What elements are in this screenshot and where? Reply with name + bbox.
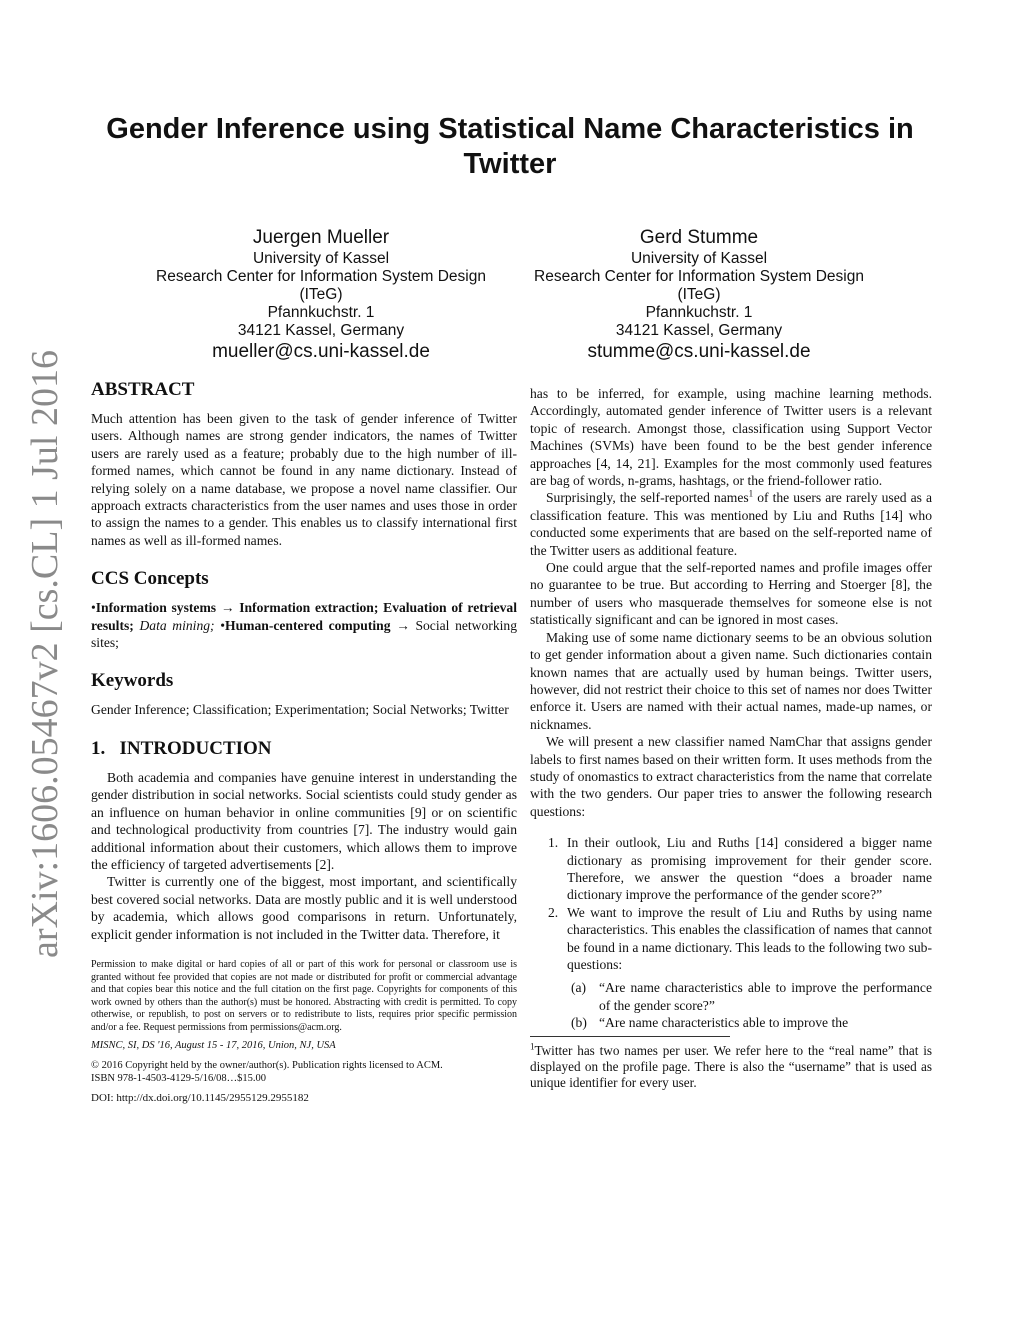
author-affiliation: University of Kassel [252, 250, 390, 267]
title-line-2: Twitter [463, 148, 557, 180]
footnote [530, 1043, 932, 1091]
footnote-mark: 1 [530, 1041, 535, 1052]
conference-line: MISNC, SI, DS '16, August 15 - 17, 2016, Union, NJ, USA [91, 1039, 336, 1051]
intro-paragraph-2: Twitter is currently one of the biggest, most important, and scientifically best covered social networks. Data are mostly public and it is well understood by academia, which allows good comparisons in return. Unfortunately, explicit gender information is not included in the Twitter data. Therefore, it [91, 874, 517, 942]
ccs-term: Social networking sites; [91, 617, 517, 651]
list-item [530, 904, 932, 1032]
list-number: 1. [548, 835, 559, 851]
ccs-term: Human-centered computing [225, 617, 391, 633]
list-item [567, 1014, 932, 1031]
ccs-term: Information extraction; Evaluation of retrieval results; [91, 600, 517, 633]
arrow-icon: → [396, 617, 410, 633]
list-number: (a) [571, 980, 587, 996]
right-paragraph-2 [530, 489, 932, 559]
author-block-1 [131, 226, 511, 364]
research-questions [530, 834, 932, 1031]
paragraph-text: of the users are rarely used as a classification feature. This was mentioned by Liu and Ruths [14] who conducted some experiments that are based on the self-reported name of the Twitter users as additional feature. [530, 490, 932, 558]
keywords-heading: Keywords [91, 670, 174, 692]
question-text: “Are name characteristics able to improve the performance of the gender score?” [599, 980, 932, 1013]
author-center-abbr: (ITeG) [299, 286, 343, 303]
permission-notice: Permission to make digital or hard copies of all or part of this work for personal or classroom use is granted without fee provided that copies are not made or distributed for profit or commercial advantage and that copies bear this notice and the full citation on the first page. Copyrights for components of this work owned by others than the author(s) must be honored. Abstracting with credit is permitted. To copy otherwise, or republish, to post on servers or to redistribute to lists, requires prior specific permission and/or a fee. Request permissions from permissions@acm.org. [91, 958, 517, 1033]
list-item [567, 979, 932, 1014]
copyright-block [91, 1059, 517, 1085]
keywords-text: Gender Inference; Classification; Experimentation; Social Networks; Twitter [91, 702, 509, 718]
author-name: Juergen Mueller [252, 227, 390, 248]
author-center: Research Center for Information System Design [156, 268, 486, 285]
paper-title [80, 112, 940, 182]
paragraph-text: Surprisingly, the self-reported names [546, 490, 749, 506]
ccs-term: Information systems [95, 600, 217, 616]
isbn-line: ISBN 978-1-4503-4129-5/16/08…$15.00 [91, 1072, 266, 1084]
abstract-text: Much attention has been given to the task of gender inference of Twitter users. Although names are strong gender indicators, the names of Twitter users are rarely used as a feature; probably due to the high number of ill-formed names, which cannot be found in any name dictionary. Instead of relying solely on a name database, we propose a novel name classifier. Our approach extracts characteristics from the user names and uses those in order to assign the names to a gender. This enables us to classify international first names as well as ill-formed names. [91, 411, 517, 548]
question-text: We want to improve the result of Liu and Ruths by using name characteristics. This enables the classification of names that cannot be found in a name dictionary. This leads to the following two sub-questions: [567, 904, 932, 972]
author-street: Pfannkuchstr. 1 [645, 304, 753, 321]
right-paragraph-1: has to be inferred, for example, using machine learning methods. Accordingly, automated gender inference of Twitter users is a relevant topic of research. Amongst those, classification using Support Vector Machines (SVMs) have been found to be the best gender inference approaches [4, 14, 21]. Examples for the most commonly used features are bag of words, n-grams, hashtags, or the friend-follower ratio. [530, 386, 932, 489]
question-text: In their outlook, Liu and Ruths [14] considered a bigger name dictionary as promising improvement for their gender score. Therefore, we answer the question “does a broader name dictionary improve the performance of the gender score?” [567, 835, 932, 903]
right-paragraph-3: One could argue that the self-reported names and profile images offer no guarantee to be true. But according to Herring and Stoerger [8], the number of users who masquerade themselves for someone else is not statistically significant and can be ignored in most cases. [530, 560, 932, 628]
list-number: 2. [548, 904, 559, 920]
author-city: 34121 Kassel, Germany [615, 322, 783, 339]
title-line-1: Gender Inference using Statistical Name Characteristics in [106, 113, 914, 145]
arxiv-stamp: arXiv:1606.05467v2 [cs.CL] 1 Jul 2016 [24, 350, 66, 958]
right-paragraph-5: We will present a new classifier named NamChar that assigns gender labels to first names based on their written form. It uses methods from the study of onomastics to extract characteristics from the name that correlate with the two genders. Our paper tries to answer the following research questions: [530, 734, 932, 819]
author-affiliation: University of Kassel [630, 250, 768, 267]
author-email[interactable]: mueller@cs.uni-kassel.de [212, 341, 430, 362]
ccs-term: Data mining; [139, 617, 215, 633]
author-center: Research Center for Information System Design [534, 268, 864, 285]
introduction-heading: 1. INTRODUCTION [91, 737, 272, 759]
doi-link[interactable]: DOI: http://dx.doi.org/10.1145/2955129.2955182 [91, 1091, 309, 1104]
question-text: “Are name characteristics able to improve the [599, 1015, 849, 1031]
author-email[interactable]: stumme@cs.uni-kassel.de [587, 341, 811, 362]
author-name: Gerd Stumme [639, 227, 759, 248]
author-block-2 [509, 226, 889, 364]
sub-questions [567, 979, 932, 1031]
arrow-icon: → [220, 600, 235, 616]
left-column [91, 378, 517, 1105]
author-street: Pfannkuchstr. 1 [267, 304, 375, 321]
footnote-divider [530, 1036, 730, 1037]
list-number: (b) [571, 1015, 587, 1031]
right-paragraph-4: Making use of some name dictionary seems to be an obvious solution to get gender information about a given name. Such dictionaries contain known names that are actually used by human beings. Twitter users, however, did not restrict their choice to this set of names nor does Twitter enforce it. Users are named with their actual names, made-up names, or nicknames. [530, 629, 932, 732]
footnote-ref[interactable]: 1 [748, 488, 754, 499]
ccs-text: •Information systems → Information extraction; Evaluation of retrieval results; Data mining; •Human-centered computing → Social networking sites; [91, 600, 517, 651]
author-city: 34121 Kassel, Germany [237, 322, 405, 339]
list-item [530, 834, 932, 904]
abstract-heading: ABSTRACT [91, 379, 195, 400]
footnote-text: Twitter has two names per user. We refer here to the “real name” that is displayed on the profile page. There is also the “username” that is used as unique identifier for every user. [530, 1042, 932, 1090]
copyright-line: © 2016 Copyright held by the owner/author(s). Publication rights licensed to ACM. [91, 1059, 443, 1071]
ccs-heading: CCS Concepts [91, 568, 209, 590]
right-column [530, 385, 932, 1091]
intro-paragraph-1: Both academia and companies have genuine interest in understanding the gender distribution in social networks. Social scientists could study gender as an influence on human behavior in online communities [9] or on scientific and technological productivity from countries [7]. The industry would gain additional information about their customers, which allows them to improve the efficiency of targeted advertisements [2]. [91, 769, 517, 872]
author-center-abbr: (ITeG) [677, 286, 721, 303]
